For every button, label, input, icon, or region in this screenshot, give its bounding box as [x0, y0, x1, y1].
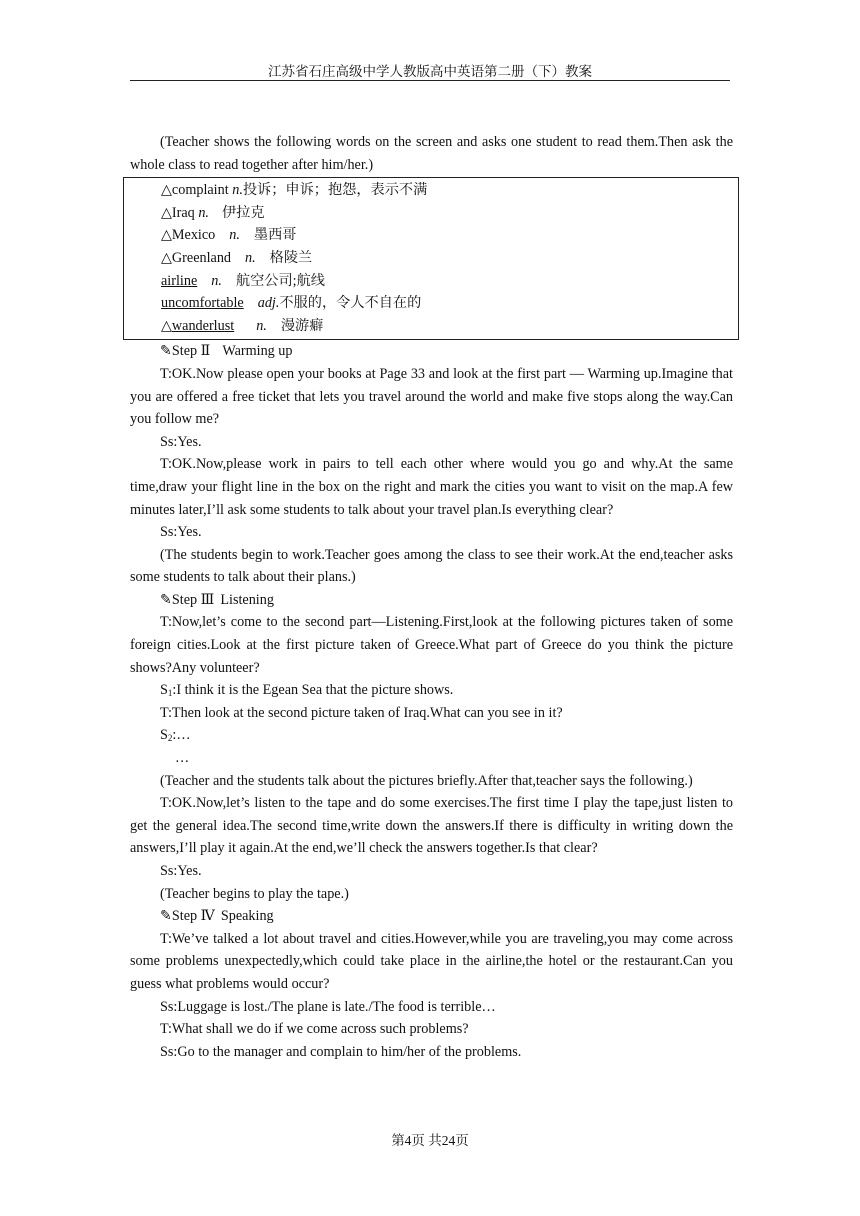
stage-direction: (Teacher and the students talk about the pictures briefly.After that,teacher says the following.) [160, 772, 693, 789]
triangle-mark: △ [161, 249, 172, 266]
dialogue-line: Ss:Yes. [160, 863, 202, 879]
dialogue-line: Ss:Yes. [160, 433, 202, 450]
dialogue-line: T:What shall we do if we come across such problems? [160, 1021, 469, 1038]
intro-paragraph: (Teacher shows the following words on the screen and asks one student to read them.Then ask the whole class to read together after him/her.) [130, 134, 733, 173]
stage-direction: (The students begin to work.Teacher goes among the class to see their work.At the end,teacher asks some students to talk about their plans.) [130, 546, 733, 586]
vocab-item [161, 202, 738, 225]
vocab-word: Mexico [171, 227, 216, 244]
document-body [130, 131, 733, 1063]
pencil-icon: ✎ [160, 908, 172, 925]
vocab-item [161, 315, 738, 338]
speaker: S [160, 682, 168, 699]
dialogue-line: T:OK.Now,let’s listen to the tape and do some exercises.The first time I play the tape,just listen to get the general idea.The second time,write down the answers.If there is difficulty in writing down the answers,I’ll play it again.At the end,we’ll check the answers together.Is that clear? [130, 795, 733, 857]
ellipsis-line [130, 747, 733, 770]
triangle-mark: △ [161, 204, 172, 221]
vocab-pos: n. [232, 182, 243, 199]
vocab-word: Greenland [171, 249, 232, 266]
dialogue-line: T:OK.Now,please work in pairs to tell each other where would you go and why.At the same time,draw your flight line in the box on the right and mark the cities you want to visit on the map.A few minutes later,I’ll ask some students to talk about your travel plan.Is everything clear? [130, 456, 733, 518]
step-label: Step Ⅲ [171, 591, 215, 608]
vocab-item [161, 179, 738, 202]
stage-direction: (Teacher begins to play the tape.) [160, 885, 349, 902]
dialogue-line: T:We’ve talked a lot about travel and cities.However,while you are traveling,you may come across some problems unexpectedly,which could take place in the airline,the hotel or the restaurant.Can you guess what problems would occur? [130, 930, 733, 992]
dialogue-line: T:Now,let’s come to the second part—Listening.First,look at the following pictures taken of some foreign cities.Look at the first picture taken of Greece.What part of Greece do you think the picture shows?Any volunteer? [130, 614, 733, 676]
vocab-meaning: 伊拉克 [221, 204, 265, 221]
vocab-meaning: 漫游癖 [280, 317, 324, 334]
page-footer: 第4页 共24页 [391, 1133, 469, 1148]
speaker: S [160, 727, 168, 744]
triangle-mark: △ [161, 227, 172, 244]
dialogue-line: T:Then look at the second picture taken of Iraq.What can you see in it? [160, 704, 563, 721]
pencil-icon: ✎ [160, 343, 172, 360]
dialogue-line [130, 679, 733, 702]
vocab-item [161, 224, 738, 247]
vocab-meaning: 墨西哥 [253, 227, 297, 244]
vocab-item [161, 270, 738, 293]
vocab-pos: n. [229, 227, 240, 244]
vocab-word: uncomfortable [161, 295, 244, 312]
vocab-word: complaint [171, 182, 229, 199]
pencil-icon: ✎ [160, 591, 172, 608]
vocab-meaning: 投诉；申诉；抱怨，表示不满 [242, 182, 428, 199]
page-header: 江苏省石庄高级中学人教版高中英语第二册（下）教案 [268, 64, 592, 79]
dialogue-line [130, 724, 733, 747]
vocab-pos: adj. [257, 295, 280, 312]
dialogue-line: Ss:Luggage is lost./The plane is late./The food is terrible… [160, 998, 496, 1015]
step-label: Step Ⅳ [171, 908, 215, 925]
vocab-item [161, 247, 738, 270]
vocabulary-box [123, 177, 739, 340]
vocab-meaning: 不服的，令人不自在的 [279, 295, 422, 312]
triangle-mark: △ [161, 317, 172, 334]
header-rule [130, 80, 730, 81]
step-title: Listening [220, 591, 274, 608]
vocab-pos: n. [245, 249, 256, 266]
dialogue-line: Ss:Go to the manager and complain to him/her of the problems. [160, 1043, 522, 1060]
step-heading [130, 905, 733, 928]
vocab-word: airline [161, 272, 198, 289]
speaker-number: 1 [167, 688, 173, 699]
step-title: Speaking [220, 908, 274, 925]
dialogue-line: T:OK.Now please open your books at Page 33 and look at the first part — Warming up.Imagine that you are offered a free ticket that lets you travel around the world and make five stops along the way.Can you follow me? [130, 365, 733, 428]
step-title: Warming up [222, 343, 293, 360]
speech-text: :… [172, 727, 191, 744]
vocab-pos: n. [198, 204, 209, 221]
step-heading [130, 340, 733, 363]
triangle-mark: △ [161, 182, 172, 199]
vocab-word: Iraq [171, 204, 195, 221]
step-label: Step Ⅱ [171, 343, 211, 360]
vocab-pos: n. [211, 272, 222, 289]
ellipsis: … [175, 750, 190, 767]
dialogue-line: Ss:Yes. [160, 524, 202, 541]
step-heading [130, 589, 733, 612]
speech-text: :I think it is the Egean Sea that the picture shows. [172, 682, 454, 699]
vocab-item [161, 292, 738, 315]
speaker-number: 2 [167, 733, 173, 744]
vocab-meaning: 航空公司;航线 [235, 272, 325, 289]
vocab-pos: n. [256, 317, 267, 334]
vocab-word: wanderlust [171, 317, 235, 334]
vocab-meaning: 格陵兰 [269, 249, 313, 266]
